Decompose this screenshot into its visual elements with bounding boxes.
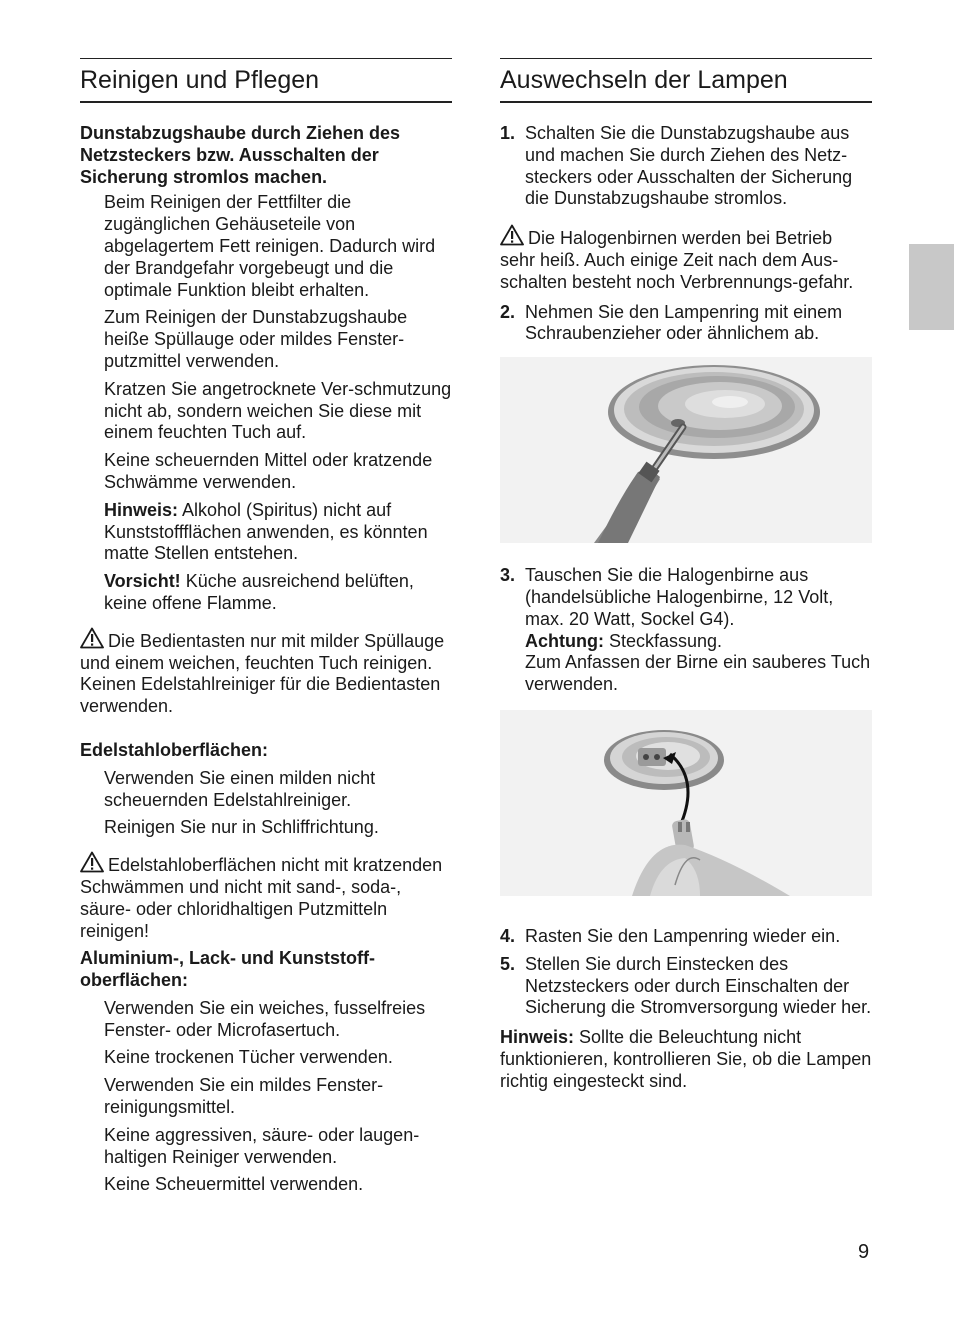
- warning-note: [80, 851, 452, 942]
- warning-triangle-icon: [80, 851, 104, 873]
- paragraph: Reinigen Sie nur in Schliffrichtung.: [104, 817, 379, 838]
- step-5: [500, 954, 872, 1019]
- warning-text-2: Keinen Edelstahlreiniger für die Bedientasten verwenden.: [80, 674, 441, 717]
- step-4: [500, 926, 872, 948]
- hinweis-label: Hinweis:: [104, 499, 179, 520]
- warning-triangle-icon: [80, 627, 104, 649]
- hinweis-text: Alkohol (Spiritus) nicht auf Kunststoffflächen anwenden, es könnten matte Stellen entstehen.: [104, 499, 428, 564]
- warning-note: [500, 224, 872, 293]
- step-number: 5.: [500, 953, 516, 974]
- warning-triangle-icon: [500, 224, 524, 246]
- bulb-replacement-illustration: [500, 710, 872, 896]
- section-heading-lamps: Auswechseln der Lampen: [500, 58, 872, 103]
- step-3-extra-text: Zum Anfassen der Birne ein sauberes Tuch verwenden.: [525, 652, 871, 695]
- warning-text: Edelstahloberflächen nicht mit kratzenden Schwämmen und nicht mit sand-, soda-, säure- oder chloridhaltigen Putzmitteln reinigen!: [80, 855, 443, 941]
- paragraph: Keine trockenen Tücher verwenden.: [104, 1047, 393, 1068]
- step-number: 4.: [500, 925, 516, 946]
- step-3-text: Tauschen Sie die Halogenbirne aus (handelsübliche Halogenbirne, 12 Volt, max. 20 Watt, Sockel G4).: [525, 565, 834, 629]
- step-3: [500, 565, 872, 696]
- warning-text: Die Bedientasten nur mit milder Spüllauge und einem weichen, feuchten Tuch reinigen.: [80, 630, 445, 673]
- step-1: [500, 123, 872, 210]
- achtung-label: Achtung:: [525, 630, 604, 651]
- hinweis-text: Sollte die Beleuchtung nicht funktionieren, kontrollieren Sie, ob die Lampen richtig eingesteckt sind.: [500, 1027, 872, 1091]
- paragraph: Beim Reinigen der Fettfilter die zugänglichen Gehäuseteile von abgelagertem Fett reinigen. Dadurch wird der Brandgefahr vorgebeugt und die optimale Funktion bleibt erhalten.: [104, 192, 436, 300]
- hinweis-note: [80, 500, 452, 565]
- paragraph: Keine aggressiven, säure- oder laugen-haltigen Reiniger verwenden.: [104, 1124, 420, 1167]
- section-heading-cleaning: Reinigen und Pflegen: [80, 58, 452, 103]
- left-column: [80, 58, 452, 1202]
- step-number: 3.: [500, 565, 516, 586]
- step-number: 2.: [500, 301, 516, 322]
- intro-instruction: Dunstabzugshaube durch Ziehen des Netzsteckers bzw. Ausschalten der Sicherung stromlos machen.: [80, 123, 401, 187]
- step-text: Nehmen Sie den Lampenring mit einem Schraubenzieher oder ähnlichem ab.: [525, 301, 843, 344]
- paragraph: Verwenden Sie ein weiches, fusselfreies Fenster- oder Microfasertuch.: [104, 997, 426, 1040]
- step-text: [525, 565, 872, 696]
- achtung-text: Steckfassung.: [603, 630, 723, 651]
- vorsicht-note: [80, 571, 452, 615]
- vorsicht-label: Vorsicht!: [104, 571, 181, 592]
- paragraph: Verwenden Sie ein mildes Fenster-reinigungsmittel.: [104, 1075, 384, 1118]
- step-number: 1.: [500, 123, 516, 143]
- paragraph: Keine Scheuermittel verwenden.: [104, 1174, 364, 1195]
- step-2: [500, 302, 872, 346]
- paragraph: Keine scheuernden Mittel oder kratzende Schwämme verwenden.: [104, 450, 433, 492]
- paragraph: Verwenden Sie einen milden nicht scheuernden Edelstahlreiniger.: [104, 767, 376, 810]
- subheading-aluminium: Aluminium-, Lack- und Kunststoff-oberflächen:: [80, 948, 375, 991]
- step-text: Rasten Sie den Lampenring wieder ein.: [525, 925, 841, 946]
- page-number: 9: [858, 1241, 870, 1263]
- step-text: Stellen Sie durch Einstecken des Netzsteckers oder durch Einschalten der Sicherung die Stromversorgung wieder her.: [525, 953, 872, 1018]
- warning-text: Die Halogenbirnen werden bei Betrieb sehr heiß. Auch einige Zeit nach dem Aus-schalten besteht noch Verbrennungs-gefahr.: [500, 228, 854, 292]
- lamp-ring-removal-illustration: [500, 357, 872, 543]
- subheading-stainless: Edelstahloberflächen:: [80, 739, 269, 760]
- language-tab-marker: [909, 244, 954, 330]
- right-column: [500, 58, 872, 1093]
- paragraph: Kratzen Sie angetrocknete Ver-schmutzung nicht ab, sondern weichen Sie diese mit einem feuchten Tuch auf.: [104, 378, 452, 443]
- step-text: Schalten Sie die Dunstabzugshaube aus und machen Sie durch Ziehen des Netz-steckers oder Ausschalten der Sicherung die Dunstabzugshaube stromlos.: [525, 123, 853, 209]
- vorsicht-text: Küche ausreichend belüften, keine offene Flamme.: [104, 571, 414, 613]
- paragraph: Zum Reinigen der Dunstabzugshaube heiße Spüllauge oder mildes Fenster-putzmittel verwenden.: [104, 307, 408, 371]
- hinweis-note: [500, 1027, 872, 1092]
- warning-note: [80, 627, 452, 718]
- hinweis-label: Hinweis:: [500, 1027, 575, 1048]
